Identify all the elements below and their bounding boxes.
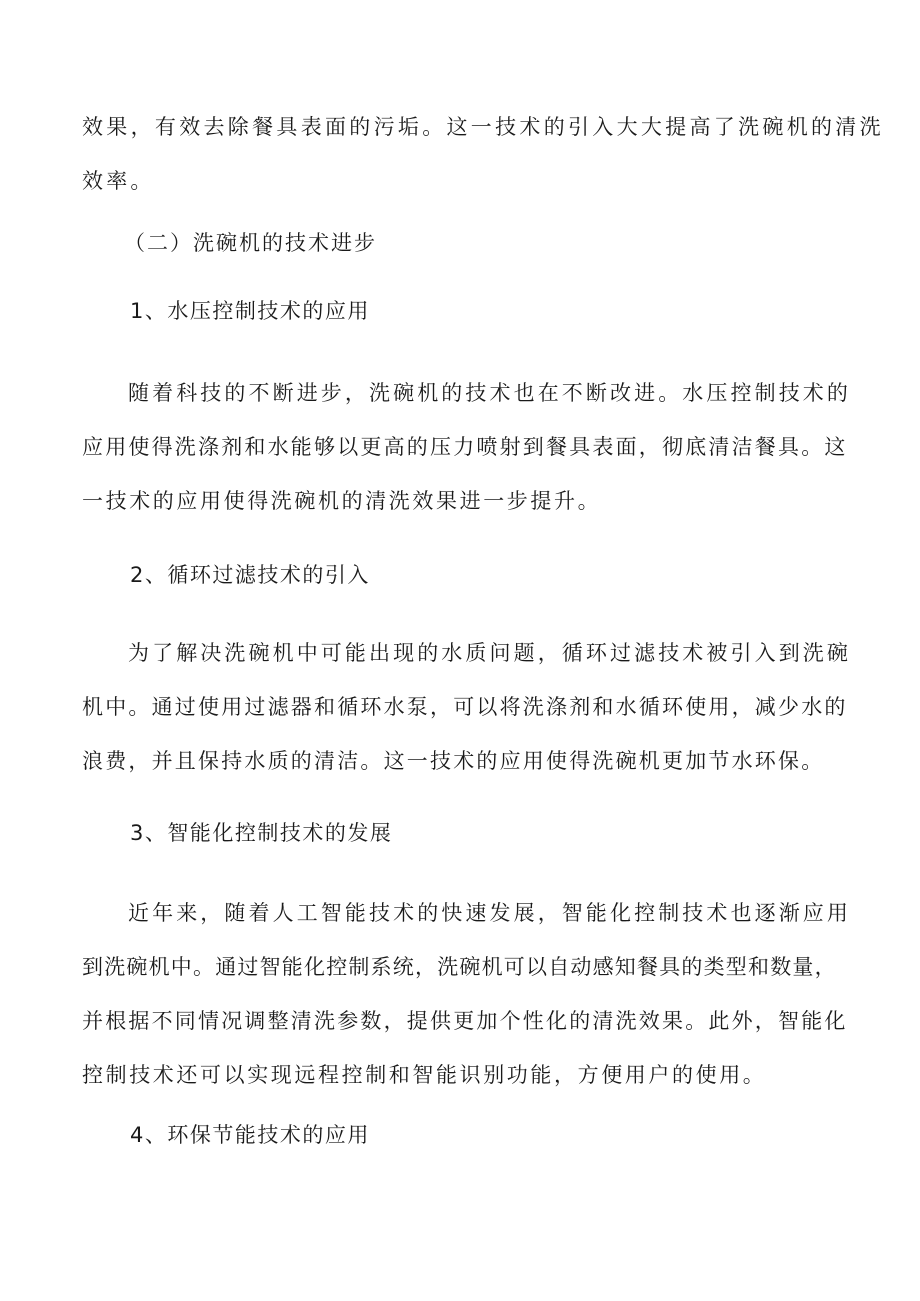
paragraph-line: 机中。通过使用过滤器和循环水泵，可以将洗涤剂和水循环使用，减少水的 (82, 695, 848, 719)
section-title: （二）洗碗机的技术进步 (124, 231, 377, 255)
paragraph-line: 效果，有效去除餐具表面的污垢。这一技术的引入大大提高了洗碗机的清洗 (82, 115, 884, 139)
subsection-heading: 4、环保节能技术的应用 (130, 1123, 370, 1147)
paragraph-line: 一技术的应用使得洗碗机的清洗效果进一步提升。 (82, 489, 602, 513)
paragraph-line: 到洗碗机中。通过智能化控制系统，洗碗机可以自动感知餐具的类型和数量， (82, 955, 837, 979)
subsection-heading: 1、水压控制技术的应用 (130, 299, 370, 323)
paragraph-line: 近年来，随着人工智能技术的快速发展，智能化控制技术也逐渐应用 (128, 901, 851, 925)
paragraph-line: 随着科技的不断进步，洗碗机的技术也在不断改进。水压控制技术的 (128, 381, 851, 405)
paragraph-line: 并根据不同情况调整清洗参数，提供更加个性化的清洗效果。此外，智能化 (82, 1009, 848, 1033)
paragraph-line: 浪费，并且保持水质的清洁。这一技术的应用使得洗碗机更加节水环保。 (82, 749, 825, 773)
paragraph-line: 为了解决洗碗机中可能出现的水质问题，循环过滤技术被引入到洗碗 (128, 641, 851, 665)
subsection-heading: 3、智能化控制技术的发展 (130, 821, 393, 845)
paragraph-line: 控制技术还可以实现远程控制和智能识别功能，方便用户的使用。 (82, 1063, 767, 1087)
paragraph-line: 应用使得洗涤剂和水能够以更高的压力喷射到餐具表面，彻底清洁餐具。这 (82, 435, 848, 459)
paragraph-line: 效率。 (82, 169, 155, 193)
subsection-heading: 2、循环过滤技术的引入 (130, 563, 370, 587)
